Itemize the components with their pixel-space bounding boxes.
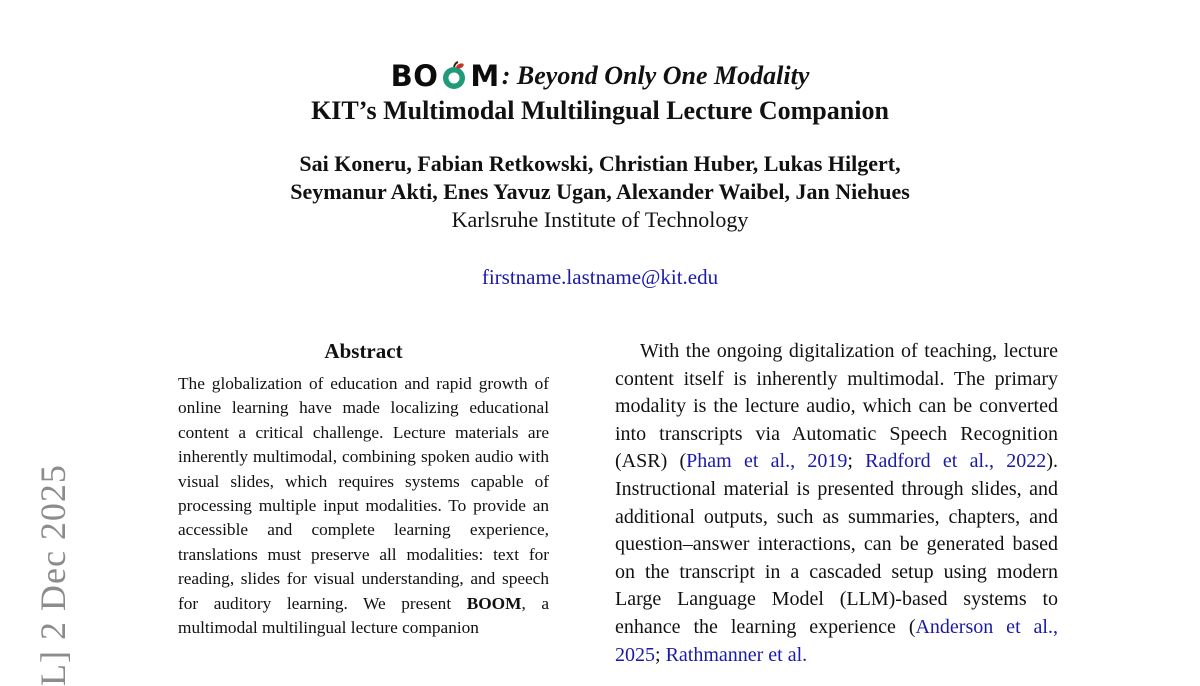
citation-radford[interactable]: Radford et al., 2022 <box>865 450 1047 473</box>
citation-anderson[interactable]: Anderson et al., 2025 <box>615 615 1058 666</box>
intro-text-part1: With the ongoing digitalization of teaching, lecture content itself is inherently multimodal. The primary modality is the lecture audio, which can be converted into transcripts via Automatic Speech Recognition (ASR) ( <box>615 340 1058 473</box>
author-line-1: Sai Koneru, Fabian Retkowski, Christian Huber, Lukas Hilgert, <box>299 151 901 176</box>
title-line-1 <box>0 58 1200 94</box>
logo-text-right: M <box>470 59 500 93</box>
citation-separator: ; <box>847 450 866 473</box>
abstract-text-part2: , a multimodal multilingual lecture companion <box>178 593 549 638</box>
abstract-heading: Abstract <box>324 339 403 363</box>
boom-logo <box>391 58 500 94</box>
abstract-text-part1: The globalization of education and rapid growth of online learning have made localizing educational content a critical challenge. Lecture materials are inherently multimodal, combining spoken audio with visual slides, which requires systems capable of processing multiple input modalities. To provide an accessible and complete learning experience, translations must preserve all modalities: text for reading, slides for visual understanding, and speech for auditory learning. We present <box>178 374 549 613</box>
affiliation: Karlsruhe Institute of Technology <box>451 207 749 232</box>
abstract-text <box>178 372 549 640</box>
intro-paragraph <box>615 338 1058 669</box>
title-subtitle: : Beyond Only One Modality <box>501 61 810 90</box>
author-block <box>0 150 1200 234</box>
left-column <box>178 338 549 640</box>
citation-rathmanner[interactable]: Rathmanner et al. <box>665 643 808 666</box>
citation-pham[interactable]: Pham et al., 2019 <box>686 450 848 473</box>
logo-text-left: BO <box>390 59 439 93</box>
abstract-bold-boom: BOOM <box>466 593 522 613</box>
title-line-2: KIT’s Multimodal Multilingual Lecture Companion <box>311 96 889 125</box>
apple-o-icon <box>439 61 469 91</box>
arxiv-stamp-text: L] 2 Dec 2025 <box>33 464 73 686</box>
intro-text-part2: ). Instructional material is presented through slides, and additional outputs, such as summaries, chapters, and question–answer interactions, can be generated based on the transcript in a cascaded setup using modern Large Language Model (LLM)-based systems to enhance the learning experience ( <box>615 450 1058 638</box>
arxiv-stamp <box>32 396 72 686</box>
author-line-2: Seymanur Akti, Enes Yavuz Ugan, Alexander Waibel, Jan Niehues <box>290 179 910 204</box>
paper-title <box>0 58 1200 128</box>
email-link[interactable]: firstname.lastname@kit.edu <box>481 265 719 289</box>
citation-separator-2: ; <box>655 643 666 666</box>
right-column <box>615 338 1058 669</box>
